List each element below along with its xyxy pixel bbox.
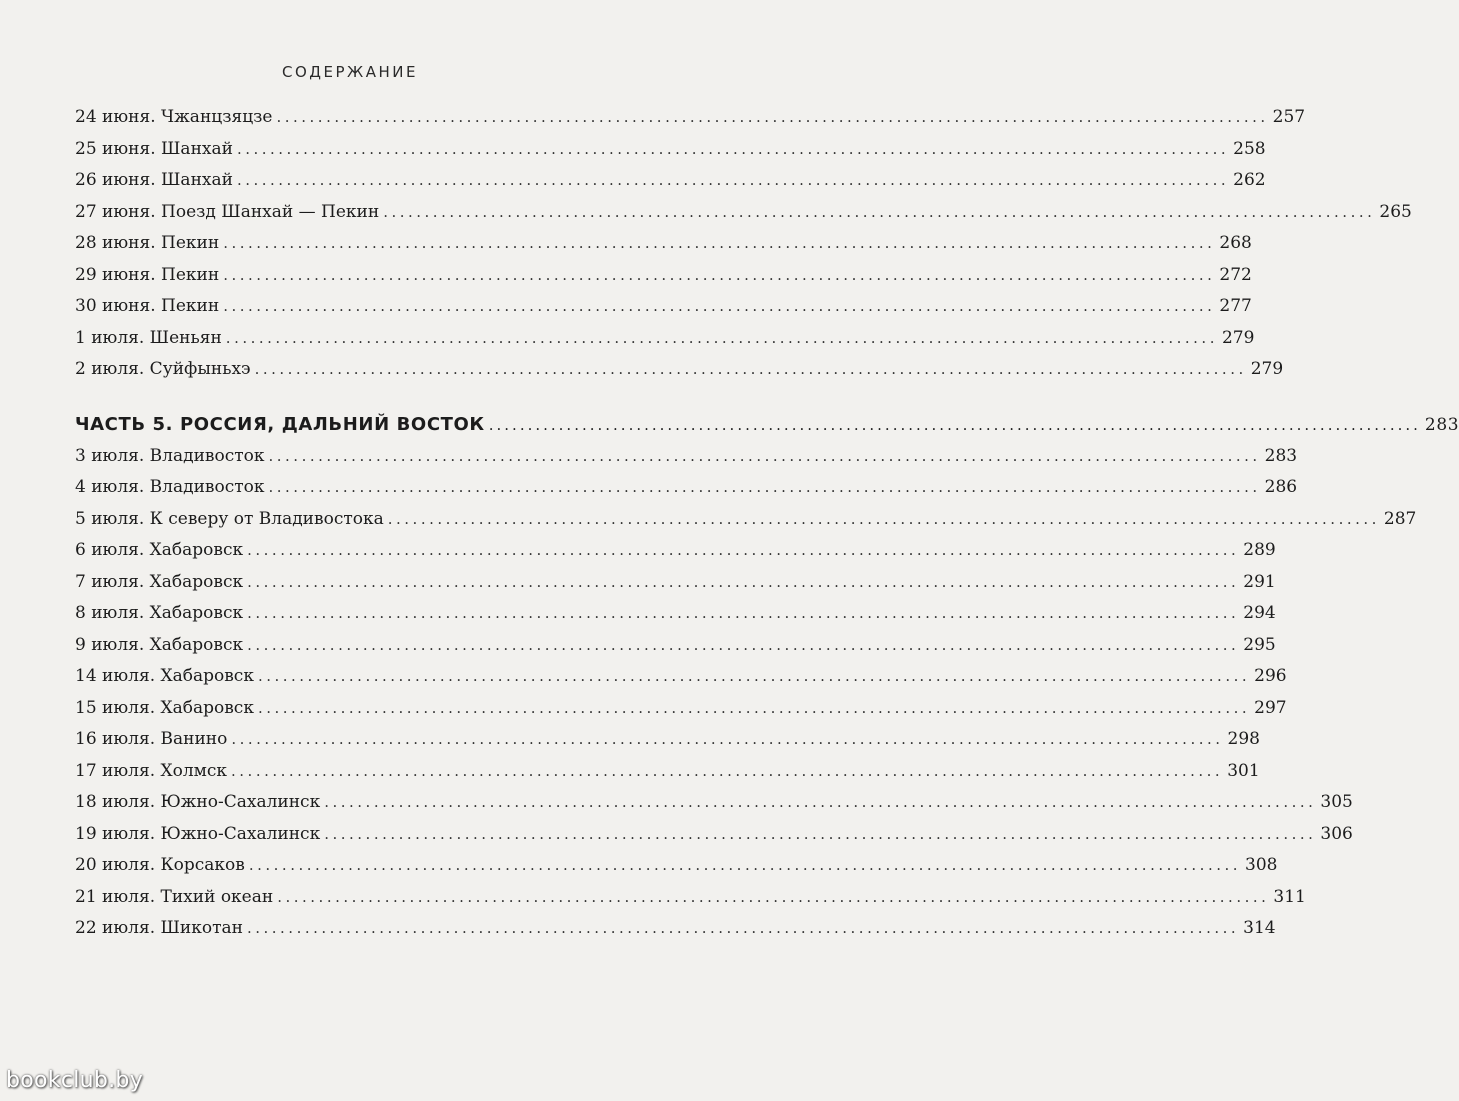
toc-entry xyxy=(75,787,1353,819)
toc-entry-title: 7 июля. Хабаровск xyxy=(75,571,244,592)
toc-entry-page: 297 xyxy=(1254,697,1287,718)
toc-entry-page: 287 xyxy=(1383,508,1417,529)
toc-entry xyxy=(75,598,1276,630)
toc-entry-page: 295 xyxy=(1243,634,1276,655)
leader-dots: ........................................................................................................................ xyxy=(276,108,1269,126)
site-watermark: bookclub.by xyxy=(6,1068,144,1093)
toc-entry-page: 268 xyxy=(1219,233,1252,253)
toc-entry-title: 14 июля. Хабаровск xyxy=(75,666,254,686)
toc-entry-page: 296 xyxy=(1254,666,1287,686)
leader-dots: ........................................................................................................................ xyxy=(247,541,1240,559)
toc-entry-page: 265 xyxy=(1379,201,1412,222)
toc-entry xyxy=(75,472,1298,504)
leader-dots: ........................................................................................................................ xyxy=(231,730,1224,748)
toc-entry-page: 314 xyxy=(1243,918,1276,938)
toc-entry-page: 272 xyxy=(1219,264,1252,285)
toc-entry-title: 9 июля. Хабаровск xyxy=(75,634,244,655)
toc-entry-page: 298 xyxy=(1227,729,1260,749)
toc-entry xyxy=(75,102,1306,134)
toc-entry-page: 289 xyxy=(1243,540,1276,560)
leader-dots: ........................................................................................................................ xyxy=(254,360,1247,378)
leader-dots: ........................................................................................................................ xyxy=(257,667,1251,685)
toc-entry xyxy=(75,323,1255,355)
toc-entry-page: 286 xyxy=(1264,477,1298,497)
toc-entry-page: 308 xyxy=(1245,855,1278,875)
toc-entry xyxy=(75,291,1252,323)
leader-dots: ........................................................................................................................ xyxy=(488,415,1421,434)
leader-dots: ........................................................................................................................ xyxy=(223,234,1216,252)
toc-entry xyxy=(75,197,1412,229)
toc-entry-title: 8 июля. Хабаровск xyxy=(75,603,244,623)
leader-dots: ........................................................................................................................ xyxy=(223,297,1216,315)
toc-entry xyxy=(75,165,1266,197)
toc-entry-page: 279 xyxy=(1221,327,1255,348)
leader-dots: ........................................................................................................................ xyxy=(257,698,1251,717)
toc-entry-page: 277 xyxy=(1219,296,1252,316)
leader-dots: ........................................................................................................................ xyxy=(231,761,1224,780)
leader-dots: ........................................................................................................................ xyxy=(268,446,1261,465)
toc-entry xyxy=(75,441,1298,473)
page-header: СОДЕРЖАНИЕ xyxy=(282,63,418,81)
leader-dots: ........................................................................................................................ xyxy=(387,509,1380,528)
toc-entry-title: 1 июля. Шеньян xyxy=(75,327,222,348)
toc-entry-page: 311 xyxy=(1273,886,1306,907)
leader-dots: ........................................................................................................................ xyxy=(383,202,1376,221)
leader-dots: ........................................................................................................................ xyxy=(324,793,1317,811)
toc-entry-title: 18 июля. Южно-Сахалинск xyxy=(75,792,321,812)
toc-entry-title: 26 июня. Шанхай xyxy=(75,170,233,190)
toc-entry xyxy=(75,567,1276,599)
toc-entry-title: 28 июня. Пекин xyxy=(75,233,220,253)
toc-entry xyxy=(75,354,1284,386)
toc-entry-title: 19 июля. Южно-Сахалинск xyxy=(75,823,321,844)
toc-entry-page: 306 xyxy=(1320,823,1353,844)
toc-entry xyxy=(75,260,1252,292)
leader-dots: ........................................................................................................................ xyxy=(277,887,1270,906)
toc-entry xyxy=(75,134,1266,166)
leader-dots: ........................................................................................................................ xyxy=(324,824,1317,843)
toc-entry-page: 257 xyxy=(1272,107,1306,127)
toc-entry xyxy=(75,228,1252,260)
toc-entry-page: 294 xyxy=(1243,603,1276,623)
toc-entry-page: 291 xyxy=(1243,571,1276,592)
toc-entry-title: 6 июля. Хабаровск xyxy=(75,540,244,560)
toc-entry xyxy=(75,630,1276,662)
toc-entry-title: 5 июля. К северу от Владивостока xyxy=(75,508,384,529)
toc-part-heading xyxy=(75,408,1459,441)
toc-entry xyxy=(75,819,1353,851)
toc-entry-title: 25 июня. Шанхай xyxy=(75,138,233,159)
toc-entry-title: 30 июня. Пекин xyxy=(75,296,220,316)
toc-entry xyxy=(75,693,1287,725)
toc-entry xyxy=(75,850,1278,882)
leader-dots: ........................................................................................................................ xyxy=(247,604,1240,622)
toc-entry-title: 3 июля. Владивосток xyxy=(75,445,265,466)
toc-entry xyxy=(75,504,1417,536)
toc-entry-title: 24 июня. Чжанцзяцзе xyxy=(75,107,273,127)
toc-entry xyxy=(75,535,1276,567)
toc-entry-page: 283 xyxy=(1264,445,1298,466)
leader-dots: ........................................................................................................................ xyxy=(223,265,1216,284)
leader-dots: ........................................................................................................................ xyxy=(247,635,1240,654)
leader-dots: ........................................................................................................................ xyxy=(246,919,1240,937)
toc-entry-title: 16 июля. Ванино xyxy=(75,729,228,749)
table-of-contents xyxy=(75,102,1459,945)
toc-entry xyxy=(75,661,1287,693)
toc-entry-title: 22 июля. Шикотан xyxy=(75,918,243,938)
toc-entry-title: 15 июля. Хабаровск xyxy=(75,697,254,718)
toc-entry-title: 27 июня. Поезд Шанхай — Пекин xyxy=(75,201,380,222)
toc-entry-title: 29 июня. Пекин xyxy=(75,264,220,285)
leader-dots: ........................................................................................................................ xyxy=(236,139,1230,158)
toc-entry-title: 4 июля. Владивосток xyxy=(75,477,265,497)
leader-dots: ........................................................................................................................ xyxy=(236,171,1230,189)
toc-entry-page: 279 xyxy=(1250,359,1284,379)
leader-dots: ........................................................................................................................ xyxy=(247,572,1240,591)
toc-entry-title: 20 июля. Корсаков xyxy=(75,855,245,875)
toc-entry xyxy=(75,724,1260,756)
toc-entry-title: 2 июля. Суйфыньхэ xyxy=(75,359,251,379)
toc-entry-page: 258 xyxy=(1233,138,1266,159)
section-spacer xyxy=(75,386,667,408)
leader-dots: ........................................................................................................................ xyxy=(268,478,1261,496)
toc-entry xyxy=(75,756,1260,788)
leader-dots: ........................................................................................................................ xyxy=(225,328,1218,347)
toc-entry xyxy=(75,882,1306,914)
toc-entry-title: 17 июля. Холмск xyxy=(75,760,228,781)
toc-entry-page: 305 xyxy=(1320,792,1353,812)
toc-entry-page: 301 xyxy=(1227,760,1260,781)
toc-entry-title: 21 июля. Тихий океан xyxy=(75,886,274,907)
part-page: 283 xyxy=(1424,414,1459,435)
leader-dots: ........................................................................................................................ xyxy=(248,856,1242,874)
toc-entry xyxy=(75,913,1276,945)
toc-entry-page: 262 xyxy=(1233,170,1266,190)
part-title: ЧАСТЬ 5. РОССИЯ, ДАЛЬНИЙ ВОСТОК xyxy=(75,413,485,435)
